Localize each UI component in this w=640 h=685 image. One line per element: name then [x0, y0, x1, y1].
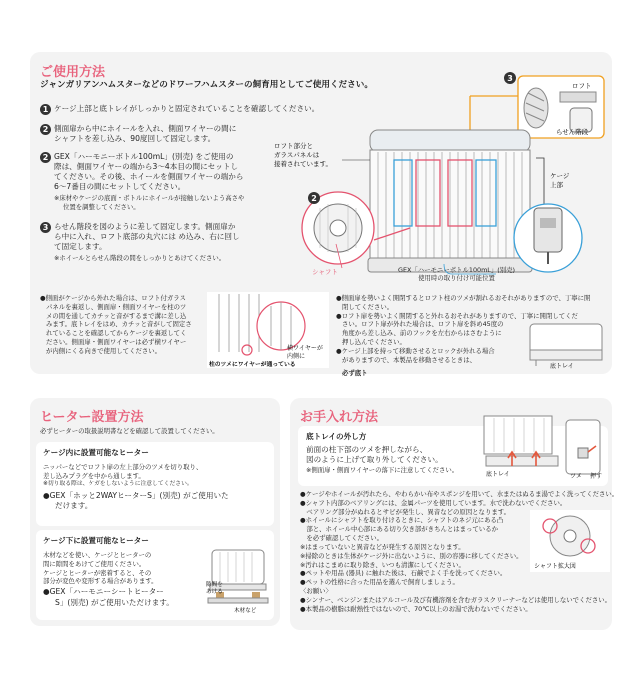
warning-line: が内側にくる向きで使用してください。 [46, 346, 162, 355]
circle-2-label: 2 [311, 194, 317, 203]
heater-figure [204, 544, 272, 614]
heater-line: 木材などを使い、ケージとヒーターの [43, 551, 152, 559]
heater-product: S」(別売) がご使用いただけます。 [55, 597, 174, 607]
warning-right-bold [342, 369, 368, 378]
heater-under-title: ケージ下に設置可能なヒーター [43, 536, 149, 545]
step-line: ら中に入れ、ロフト底部の丸穴には め込み、右に回し [54, 232, 240, 242]
warning-line: さい。ロフト扉が外れた場合は、ロフト扉を斜め45度の [342, 320, 504, 329]
wood-label: 木材など [234, 608, 257, 614]
cage-top-label: ケージ [550, 172, 570, 180]
care-line: ●ホイールにシャフトを取り付けるときに、シャフトのネジ元にある凸 [300, 516, 504, 525]
step-line: てください。その後、ホイールを側面ワイヤーの端から [54, 172, 244, 182]
bottle-icon [534, 208, 562, 252]
warning-line: パネルを裏返し、側面扉・側面ワイヤーを柱のツ [46, 302, 187, 311]
step-note: ※床材やケージの底面・ボトルにホイールが接触しないよう高さや [54, 194, 245, 203]
heater-line: 部分が変色や変形する場合があります。 [43, 577, 158, 586]
warning-line: ●ロフト扉を勢いよく開閉すると外れるおそれがありますので、丁寧に開閉してくだ [336, 311, 578, 320]
step-number: 1 [40, 104, 51, 115]
care-line: ●本製品の樹脂は耐熱性ではないので、70℃以上のお湯で洗わないでください。 [300, 604, 532, 613]
step-line: て固定します。 [54, 242, 107, 252]
side-wire-figure [207, 292, 329, 368]
step-text: ケージ上部と底トレイがしっかりと固定されていることを確認してください。 [54, 104, 320, 113]
tray-label: 底トレイ [550, 363, 574, 370]
usage-title: ご使用方法 [40, 65, 106, 80]
heater-line: 間に隙間をあけてご使用ください。 [43, 559, 146, 568]
bottle-caption [398, 266, 515, 283]
heater-note: ※切り取る際は、ケガをしないように注意してください。 [43, 480, 193, 487]
cage-top-label: 上部 [550, 181, 563, 189]
step-number: 2 [40, 152, 51, 163]
shaft-zoom-figure [530, 510, 610, 572]
step-number: 3 [40, 222, 51, 233]
claw-label: ツメ [570, 473, 582, 480]
heater-intro: 必ずヒーターの取扱説明書などを確認して設置してください。 [40, 427, 219, 435]
heater-product: ●GEX「ホッと2WAYヒーターS」(別売) がご使用いた [43, 490, 229, 500]
warning-line: がありますので、本製品を移動させるときは、 [342, 355, 477, 364]
tray-line: 前面の柱下部のツメを押しながら、 [306, 445, 428, 454]
wire-inside-label: 内側に [287, 353, 306, 360]
heater-line: 差し込みプラグを中から通します。 [43, 471, 145, 480]
heater-line: ケージとヒーターが密着すると、その [43, 568, 152, 577]
care-line: ●シャフト内部のベアリングには、金属パーツを使用しています。水で洗わないでください。 [300, 498, 567, 507]
step-note: ※ホイールとらせん階段の間をしっかりとあけてください。 [54, 254, 226, 263]
warning-line: ●側面扉を勢いよく開閉するとロフト柱のツメが割れるおそれがありますので、丁寧に開 [336, 294, 591, 302]
warning-line: ●ケージ上部を持って移動させるとロックが外れる場合 [336, 346, 495, 355]
warning-left [40, 294, 192, 356]
warning-line: れていることを確認してからケージを裏返してく [46, 329, 187, 338]
warning-line: メの間を通してカチッと音がするまで溝に差し込 [46, 311, 187, 320]
tray-title: 底トレイの外し方 [306, 432, 367, 441]
loft-glass-label: ロフト部分と [274, 142, 313, 150]
care-line: ●ケージやホイールが汚れたら、やわらかい布やスポンジを用いて、水またはぬるま湯でよく洗ってください。 [300, 490, 619, 498]
tray-remove-figure [466, 414, 610, 486]
step-line: GEX「ハーモニーボトル100mL」(別売) をご使用の [54, 152, 234, 161]
heater-title: ヒーター設置方法 [40, 410, 144, 425]
usage-subtitle: ジャンガリアンハムスターなどのドワーフハムスターの飼育用としてご使用ください。 [40, 80, 373, 90]
care-line: ●ペットの性格に合った用品を選んで飼育しましょう。 [300, 578, 459, 587]
care-line: ベアリング部分がぬれるとサビが発生し、異音などの原因となります。 [300, 507, 510, 516]
step-number: 2 [40, 124, 51, 135]
step-line: らせん階段を図のように差して固定します。側面扉か [54, 222, 236, 231]
bottle-caption-line: GEX「ハーモニーボトル100mL」(別売) [398, 266, 516, 274]
heater-product: ●GEX「ハーモニーシートヒーター [43, 587, 164, 597]
care-line: ●ペットや用品 (器具) に触れた後は、石鹸でよく手を洗ってください。 [300, 569, 507, 578]
warning-line: ●側面がケージから外れた場合は、ロフト付ガラス [40, 294, 186, 302]
cage-diagram [270, 68, 610, 283]
care-line: ※はまっていないと異音などが発生する原因となります。 [300, 542, 465, 551]
shaft-label: シャフト [312, 268, 338, 276]
tray-line: 図のように上げて取り外してください。 [306, 455, 443, 465]
step-line: 側面扉から中にホイールを入れ、側面ワイヤーの間に [54, 124, 237, 133]
tray-label-care: 底トレイ [486, 471, 510, 478]
care-line: 〈お願い〉 [300, 587, 332, 596]
loft-label: ロフト [572, 82, 592, 90]
tray-text [306, 445, 458, 474]
wire-inside-label: 横ワイヤーが [287, 345, 323, 352]
care-line: ※汚れはこまめに取り除き、いつも清潔にしてください。 [300, 560, 465, 569]
loft-glass-label: ガラスパネルは [274, 151, 320, 159]
spiral-label: らせん階段 [556, 128, 589, 136]
heater-line: ニッパーなどでロフト扉の左上部分のツメを切り取り、 [43, 463, 203, 471]
push-label: 押す [590, 473, 603, 480]
bottle-caption-line: 使用時の取り付け可能位置 [418, 274, 495, 283]
loft-glass-label: 接着されています。 [274, 160, 332, 168]
warning-line: 角度から差し込み、前のフックを左右からはさむように [342, 329, 502, 338]
step-2a [40, 124, 236, 144]
heater-under-text [43, 551, 174, 608]
circle-3-label: 3 [507, 74, 513, 83]
step-line: 際は、側面ワイヤーの端から3〜4本目の間にセットし [54, 162, 239, 172]
step-note: 位置を調整してください。 [63, 202, 140, 211]
tray-move-figure [526, 320, 608, 370]
care-line: ●シンナー、ベンジンまたはアルコール及び有機溶剤を含むガラスクリーナーなどは使用しないでください。 [300, 595, 612, 604]
step-line: シャフトを差し込み、90度回して固定します。 [54, 134, 216, 144]
care-line: 部と、ホイール中心部にある切り欠き部がきちんとはまっているか [300, 525, 498, 534]
gap-label: あける [206, 589, 223, 595]
care-title: お手入れ方法 [300, 410, 379, 425]
step-line: 6〜7番目の間にセットしてください。 [54, 182, 186, 192]
warning-bold-line: 必ず底ト [342, 369, 368, 377]
warning-line: ださい。側面扉・側面ワイヤーは必ず横ワイヤー [46, 338, 187, 347]
warning-line: みます。底トレイをはめ、カチッと音がして固定さ [46, 320, 192, 329]
heater-inside-text [43, 463, 229, 512]
step-3 [40, 222, 240, 263]
heater-inside-title: ケージ内に設置可能なヒーター [43, 448, 149, 457]
step-2b [40, 152, 244, 211]
warning-line: 閉してください。 [342, 302, 394, 311]
care-line: を必ず確認してください。 [300, 534, 384, 543]
cage-top [370, 130, 530, 152]
care-line: ※掃除のときは生体がケージ外に出ないように、別の容器に移してください。 [300, 551, 523, 560]
wire-caption: 柱のツメにワイヤーが通っている [209, 362, 296, 368]
shaft-zoom-label: シャフト拡大図 [534, 563, 576, 570]
warning-line: 押し込んでください。 [342, 338, 406, 347]
gap-label: 隙間を [206, 582, 223, 588]
heater-product: だけます。 [55, 501, 93, 511]
tray-note: ※側面扉・側面ワイヤーの落下に注意してください。 [306, 465, 459, 474]
spiral-stairs-icon [524, 88, 548, 128]
